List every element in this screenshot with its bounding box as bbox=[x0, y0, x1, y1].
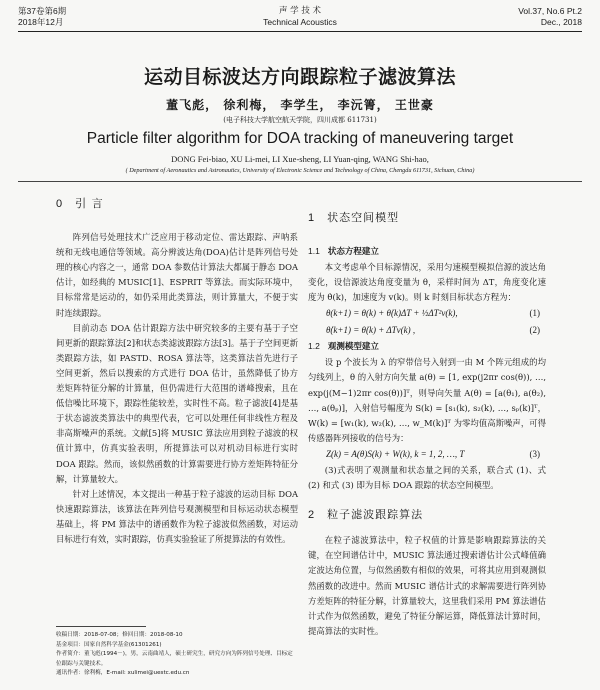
journal-en: Technical Acoustics bbox=[263, 17, 337, 27]
observation-model-paragraph: 设 p 个波长为 λ 的窄带信号入射到一由 M 个阵元组成的均匀线列上，θ 的入射方向矢量 a(θ) = [1, exp(j2πr cos(θ)), …, exp(j(M−1)2πr cos(θ))]ᵀ，则导向矢量 A(θ) = [a(θ₁), a(θ₂), …, a(θₚ)]，入射信号幅度为 S(k) = [s₁(k), s₂(k), …, sₚ(k)]ᵀ，W(k) = [w₁(k), w₂(k), …, w_M(k)]ᵀ 为零均值高斯噪声，可得传感器阵列接收的信号为： bbox=[308, 357, 546, 443]
running-header bbox=[18, 6, 582, 32]
paper-title-cn: 运动目标波达方向跟踪粒子滤波算法 bbox=[143, 66, 456, 88]
section-0-heading bbox=[56, 196, 298, 212]
equation-body: θ(k+1) = θ(k) + θ̇(k)ΔT + ½ΔT²v(k), bbox=[326, 308, 458, 319]
section-number: 1 bbox=[308, 212, 316, 224]
intro-paragraph-2: 目前动态 DOA 估计跟踪方法中研究较多的主要有基于子空间更新的跟踪算法[2]和状态类滤波跟踪方法[3]。基于子空间更新类跟踪方法，如 PASTD、ROSA 算法等，这类算法首先进行子空间更新，然后以搜索的方式进行 DOA 估计，虽然降低了协方差矩阵特征分解的计算量，但仍需进行大范围的谱峰搜索，且在低信噪比环境下，跟踪性能较差，实时性不高。粒子滤波[4]是基于状态滤波类算法中的典型代表，它可以处理任何非线性方程及非高斯噪声的系统。文献[5]将 MUSIC 算法应用到粒子滤波的权值计算中，仿真实验表明，所提算法可以对机动目标进行实时 DOA 跟踪。然而，该似然函数的计算需要进行协方差矩阵特征分解，计算量较大。 bbox=[56, 322, 298, 484]
affiliation-cn: (电子科技大学航空航天学院，四川成都 611731) bbox=[223, 116, 377, 124]
left-column bbox=[56, 196, 298, 547]
equation-3 bbox=[308, 446, 546, 463]
header-center bbox=[18, 6, 582, 28]
subsection-number: 1.1 bbox=[308, 246, 320, 257]
footnote-divider bbox=[56, 626, 146, 627]
right-column bbox=[308, 210, 546, 639]
date-en: Dec., 2018 bbox=[540, 17, 582, 27]
intro-paragraph-1: 阵列信号处理技术广泛应用于移动定位、雷达跟踪、声呐系统和无线电通信等领域。高分辨波达角(DOA)估计是阵列信号处理的核心内容之一，通常 DOA 参数估计算法大都属于静态 DOA 估计，如经典的 MUSIC[1]、ESPRIT 等算法。而实际环境中，目标常常是运动的，如仍采用此类算法，则计算量大，不便于实时连续跟踪。 bbox=[56, 232, 298, 318]
authors-en: DONG Fei-biao, XU Li-mei, LI Xue-sheng, LI Yuan-qing, WANG Shi-hao, bbox=[171, 154, 429, 164]
section-title: 状态空间模型 bbox=[327, 211, 400, 224]
equation-body: Z(k) = A(θ)S(k) + W(k), k = 1, 2, …, T bbox=[326, 448, 465, 459]
equation-1 bbox=[308, 305, 546, 322]
equation-number: (1) bbox=[529, 308, 540, 319]
equation-2 bbox=[308, 322, 546, 339]
subsection-1-2-heading bbox=[308, 339, 546, 355]
model-summary-paragraph: (3)式表明了观测量和状态量之间的关系，联合式 (1)、式 (2) 和式 (3) 即为目标 DOA 跟踪的状态空间模型。 bbox=[308, 464, 546, 491]
header-right bbox=[518, 6, 582, 28]
date-cn: 2018年12月 bbox=[18, 17, 64, 27]
intro-paragraph-3: 针对上述情况，本文提出一种基于粒子滤波的运动目标 DOA 快速跟踪算法，该算法在阵列信号观测模型和目标运动状态模型基础上，将 PM 算法中的谱函数作为粒子滤波似然函数，对运动目标进行有效，实时跟踪，仿真实验验证了所提算法的有效性。 bbox=[56, 488, 298, 544]
authors-cn: 董飞彪， 徐利梅， 李学生， 李沅箐， 王世豪 bbox=[166, 98, 434, 112]
footnote-fund: 基金项目：国家自然科学基金(61301261) bbox=[56, 641, 162, 648]
subsection-title: 状态方程建立 bbox=[327, 247, 379, 258]
equation-number: (3) bbox=[529, 448, 540, 459]
section-title: 粒子滤波跟踪算法 bbox=[327, 508, 424, 522]
volume-en: Vol.37, No.6 Pt.2 bbox=[518, 6, 582, 16]
section-1-heading bbox=[308, 210, 546, 226]
header-divider bbox=[18, 31, 582, 32]
footnote-author-bio: 作者简介：董飞彪(1994－)，男，云南曲靖人，硕士研究生，研究方向为阵列信号处理、目标定位跟踪与关键技术。 bbox=[56, 651, 293, 667]
footnotes bbox=[56, 631, 298, 679]
equation-body: θ̇(k+1) = θ̇(k) + ΔTv(k) , bbox=[326, 325, 416, 336]
section-title: 引 言 bbox=[75, 197, 104, 210]
subsection-title: 观测模型建立 bbox=[327, 342, 379, 353]
affiliation-en: ( Department of Aeronautics and Astronautics, University of Electronic Science and Technology of China, Chengdu 611731, Sichuan, China) bbox=[125, 167, 475, 174]
state-model-paragraph: 本文考虑单个目标源情况，采用匀速模型模拟信源的波达角变化，设信源波达角度变量为 θ，采样时间为 ΔT，角度变化速度为 θ̇(k)，加速度为 v(k)。则 k 时刻目标状态方程为： bbox=[308, 262, 546, 303]
volume-cn: 第37卷第6期 bbox=[18, 6, 67, 16]
title-divider bbox=[18, 181, 582, 182]
section-number: 2 bbox=[308, 509, 316, 522]
journal-cn: 声 学 技 术 bbox=[278, 6, 322, 16]
subsection-1-1-heading bbox=[308, 244, 546, 260]
paper-title-en: Particle filter algorithm for DOA tracking of maneuvering target bbox=[86, 130, 514, 147]
footnote-contact: 通讯作者：徐利梅，E-mail: xulimei@uestc.edu.cn bbox=[56, 670, 190, 677]
footnote-received: 收稿日期：2018-07-08；修回日期：2018-08-10 bbox=[56, 632, 183, 638]
equation-number: (2) bbox=[529, 325, 540, 336]
section-number: 0 bbox=[56, 198, 64, 210]
pf-algorithm-paragraph: 在粒子滤波算法中，粒子权值的计算是影响跟踪算法的关键，在空间谱估计中，MUSIC 算法通过搜索谱估计公式峰值确定波达角位置，与似然函数有相似的效果，可将其应用到观测似然函数的改进中。然而 MUSIC 谱估计式的求解需要进行阵列协方差矩阵的特征分解，计算量较大，这里我们采用 PM 算法谱估计式作为似然函数，避免了特征分解运算，降低算法计算时间，提高算法的实时性。 bbox=[308, 535, 546, 636]
subsection-number: 1.2 bbox=[308, 341, 320, 352]
section-2-heading bbox=[308, 507, 546, 523]
